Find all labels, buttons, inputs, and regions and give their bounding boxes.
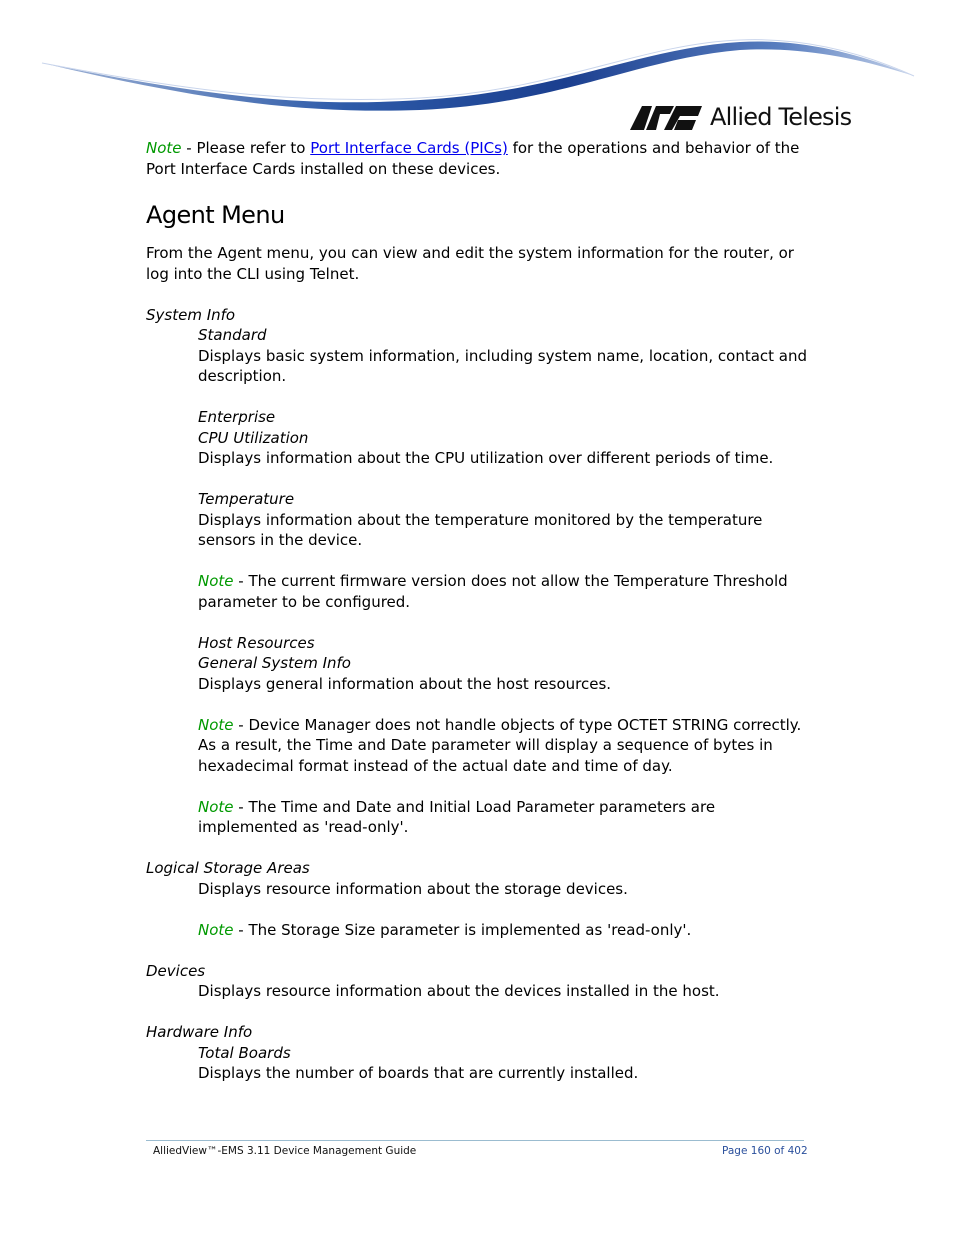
allied-telesis-logo-mark-icon [630,104,702,130]
intro-note [146,138,810,179]
term-logical-storage-areas: Logical Storage Areas [146,859,310,877]
note-label: Note [198,797,234,816]
note-label: Note [198,572,234,590]
standard-description: Displays basic system information, including system name, location, contact and description. [198,346,808,385]
note-label: Note [198,715,234,734]
term-general-system-info: General System Info [198,654,351,672]
intro-note-text-after: for the operations and behavior of the Port Interface Cards installed on these devices. [146,139,800,178]
section-intro: From the Agent menu, you can view and edit the system information for the router, or log into the CLI using Telnet. [146,244,794,283]
temperature-description: Displays information about the temperature monitored by the temperature sensors in the device. [198,510,763,549]
cpu-description: Displays information about the CPU utilization over different periods of time. [198,449,774,467]
temperature-note: Note - The current firmware version does not allow the Temperature Threshold parameter to be configured. [198,572,788,611]
term-total-boards: Total Boards [198,1043,291,1062]
term-enterprise: Enterprise [198,408,276,426]
general-description: Displays general information about the host resources. [198,674,612,693]
term-temperature: Temperature [198,490,295,508]
footer-divider [146,1140,804,1141]
devices-description: Displays resource information about the devices installed in the host. [198,982,720,1000]
allied-telesis-logo [630,101,851,133]
section-title: Agent Menu [146,201,285,229]
total-boards-description: Displays the number of boards that are currently installed. [198,1064,639,1082]
term-devices: Devices [146,961,206,980]
page-content [146,138,810,1084]
logo-text: Allied Telesis [710,103,852,131]
footer-guide-title: AlliedView™-EMS 3.11 Device Management Guide [153,1145,417,1157]
note-label: Note [146,139,182,157]
pics-link[interactable]: Port Interface Cards (PICs) [310,139,508,157]
term-host-resources: Host Resources [198,633,315,652]
term-system-info: System Info [146,305,236,324]
term-cpu-utilization: CPU Utilization [198,428,309,447]
storage-size-note: Note - The Storage Size parameter is implemented as 'read-only'. [198,920,692,939]
note-label: Note [198,920,234,939]
intro-note-text-before: - Please refer to [181,139,311,157]
logical-storage-description: Displays resource information about the storage devices. [198,879,628,898]
term-hardware-info: Hardware Info [146,1023,253,1041]
footer-page-number: Page 160 of 402 [722,1145,808,1157]
read-only-note: Note - The Time and Date and Initial Load Parameter parameters are implemented as 'read-only'. [198,797,716,836]
octet-string-note: Note - Device Manager does not handle objects of type OCTET STRING correctly. As a result, the Time and Date parameter will display a sequence of bytes in hexadecimal format instead of the actual date and time of day. [198,715,802,775]
term-standard: Standard [198,326,267,344]
